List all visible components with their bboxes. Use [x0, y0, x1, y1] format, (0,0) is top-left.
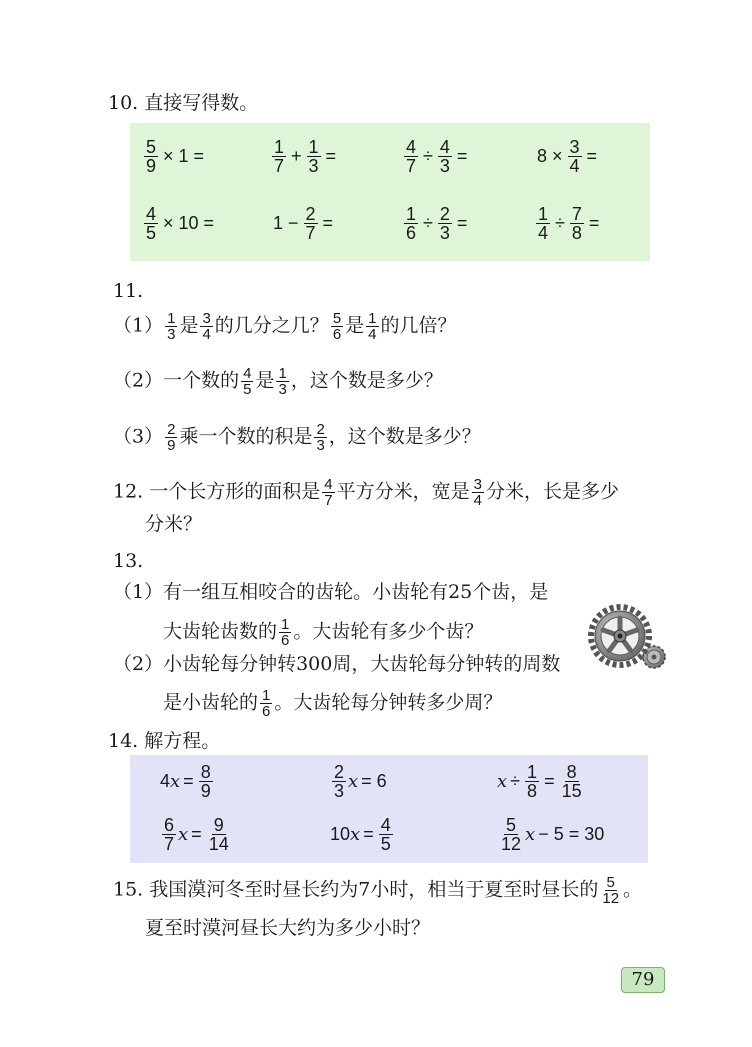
- q10-expr-8: $\frac{1}{4}$ ÷ $\frac{7}{8}$ =: [538, 204, 600, 243]
- q11-number: 11.: [113, 280, 144, 302]
- q11-part-1: （1） $\frac{1}{3}$ 是 $\frac{3}{4}$ 的几分之几？ $\frac{5}{6}$ 是 $\frac{1}{4}$ 的几倍？: [113, 310, 457, 343]
- q14-title: 14. 解方程。: [108, 730, 221, 752]
- q10-expr-1: $\frac{5}{9}$ × 1 =: [146, 137, 205, 176]
- q10-title: 10. 直接写得数。: [108, 92, 259, 114]
- q10-expr-3: $\frac{4}{7}$ ÷ $\frac{4}{3}$ =: [406, 137, 468, 176]
- q14-equation-4: $\frac{6}{7}$ x = $\frac{9}{14}$: [164, 815, 229, 854]
- q10-expr-4: 8 × $\frac{3}{4}$ =: [537, 137, 598, 176]
- q13-part-2-line-2: 是小齿轮的 $\frac{1}{6}$ 。大齿轮每分钟转多少周？: [163, 687, 503, 720]
- q14-equation-2: $\frac{2}{3}$ x = 6: [334, 762, 387, 801]
- q10-expr-5: $\frac{4}{5}$ × 10 =: [146, 204, 215, 243]
- q14-equation-3: x ÷ $\frac{1}{8}$ = $\frac{8}{15}$: [497, 762, 582, 801]
- q10-expr-7: $\frac{1}{6}$ ÷ $\frac{2}{3}$ =: [406, 204, 468, 243]
- q11-part-2: （2）一个数的 $\frac{4}{5}$ 是 $\frac{1}{3}$ ，这个数是多少？: [113, 365, 443, 398]
- q10-expr-6: 1 − $\frac{2}{7}$ =: [273, 204, 334, 243]
- q12-line-1: 12. 一个长方形的面积是 $\frac{4}{7}$ 平方分米，宽是 $\frac{3}{4}$ 分米，长是多少: [113, 476, 619, 509]
- gear-icon: [588, 602, 668, 674]
- q11-part-3: （3） $\frac{2}{9}$ 乘一个数的积是 $\frac{2}{3}$ ，这个数是多少？: [113, 421, 481, 454]
- q13-number: 13.: [113, 550, 144, 572]
- q14-equation-5: 10 x = $\frac{4}{5}$: [330, 815, 391, 854]
- q10-expr-2: $\frac{1}{7}$ + $\frac{1}{3}$ =: [274, 137, 337, 176]
- q13-part-2-line-1: （2）小齿轮每分钟转300周，大齿轮每分钟转的周数: [113, 653, 561, 675]
- q15-line-1: 15. 我国漠河冬至时昼长约为7小时，相当于夏至时昼长的 $\frac{5}{12}$ 。: [113, 874, 643, 907]
- q14-equation-1: 4 x = $\frac{8}{9}$: [160, 762, 211, 801]
- q14-equation-6: $\frac{5}{12}$ x − 5 = 30: [501, 815, 605, 854]
- q13-part-1-line-1: （1）有一组互相咬合的齿轮。小齿轮有25个齿，是: [113, 581, 549, 603]
- page-number: 79: [621, 967, 665, 993]
- q13-part-1-line-2: 大齿轮齿数的 $\frac{1}{6}$ 。大齿轮有多少个齿？: [163, 616, 484, 649]
- q12-line-2: 分米？: [145, 513, 203, 535]
- q15-line-2: 夏至时漠河昼长大约为多少小时？: [145, 917, 431, 939]
